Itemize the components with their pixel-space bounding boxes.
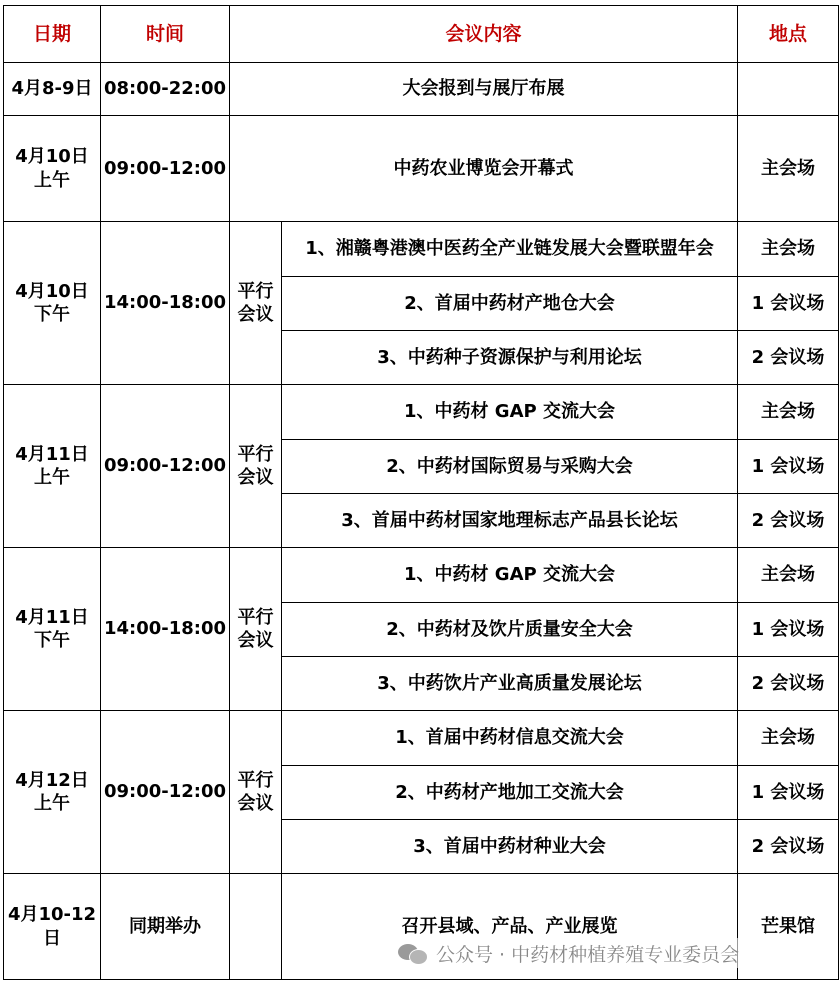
- row-date: [4, 874, 101, 980]
- group-type: [230, 385, 282, 548]
- header-date: 日期: [4, 6, 101, 63]
- row-venue: 芒果馆: [738, 874, 839, 980]
- group-date: [4, 385, 101, 548]
- date-period: 日: [43, 927, 61, 949]
- row-date: [4, 116, 101, 222]
- row-time: 08:00-22:00: [101, 63, 230, 116]
- group-date: [4, 548, 101, 711]
- date-line: 4月10日: [15, 280, 89, 302]
- group-time: 14:00-18:00: [101, 548, 230, 711]
- item-venue: 主会场: [738, 548, 839, 603]
- item-content: 1、湘赣粤港澳中医药全产业链发展大会暨联盟年会: [282, 222, 738, 277]
- group-time: 09:00-12:00: [101, 385, 230, 548]
- table-row: [4, 222, 839, 277]
- date-line: 4月12日: [15, 769, 89, 791]
- item-content: 3、首届中药材国家地理标志产品县长论坛: [282, 494, 738, 548]
- date-period: 下午: [34, 630, 70, 651]
- type-line: 平行: [237, 769, 274, 791]
- type-line: 会议: [237, 793, 274, 814]
- table-row: [4, 711, 839, 766]
- row-type-empty: [230, 874, 282, 980]
- item-venue: 主会场: [738, 385, 839, 440]
- group-time: 09:00-12:00: [101, 711, 230, 874]
- group-type: [230, 548, 282, 711]
- wechat-icon: [398, 942, 428, 964]
- date-period: 上午: [34, 793, 70, 814]
- group-date: [4, 711, 101, 874]
- schedule-table: [3, 5, 839, 980]
- table-row: [4, 385, 839, 440]
- item-venue: 1 会议场: [738, 277, 839, 331]
- row-time: 09:00-12:00: [101, 116, 230, 222]
- item-content: 3、中药饮片产业高质量发展论坛: [282, 657, 738, 711]
- group-type: [230, 222, 282, 385]
- row-venue: 主会场: [738, 116, 839, 222]
- item-content: 2、中药材国际贸易与采购大会: [282, 440, 738, 494]
- item-venue: 主会场: [738, 222, 839, 277]
- date-period: 上午: [34, 467, 70, 488]
- header-row: [4, 6, 839, 63]
- item-content: 1、中药材 GAP 交流大会: [282, 385, 738, 440]
- item-content: 1、首届中药材信息交流大会: [282, 711, 738, 766]
- group-time: 14:00-18:00: [101, 222, 230, 385]
- row-content: 召开县域、产品、产业展览: [282, 874, 738, 980]
- item-content: 2、中药材及饮片质量安全大会: [282, 603, 738, 657]
- date-line: 4月11日: [15, 606, 89, 628]
- item-venue: 主会场: [738, 711, 839, 766]
- type-line: 会议: [237, 304, 274, 325]
- item-venue: 2 会议场: [738, 331, 839, 385]
- item-venue: 1 会议场: [738, 603, 839, 657]
- table-row: [4, 63, 839, 116]
- item-content: 2、首届中药材产地仓大会: [282, 277, 738, 331]
- item-venue: 1 会议场: [738, 766, 839, 820]
- table-row: [4, 116, 839, 222]
- item-venue: 2 会议场: [738, 820, 839, 874]
- header-venue: 地点: [738, 6, 839, 63]
- row-date: 4月8-9日: [4, 63, 101, 116]
- type-line: 平行: [237, 606, 274, 628]
- group-type: [230, 711, 282, 874]
- table-row: [4, 548, 839, 603]
- header-content: 会议内容: [230, 6, 738, 63]
- watermark-text: 公众号 · 中药材种植养殖专业委员会: [436, 943, 740, 966]
- item-content: 3、中药种子资源保护与利用论坛: [282, 331, 738, 385]
- item-content: 3、首届中药材种业大会: [282, 820, 738, 874]
- date-line: 4月10-12: [7, 904, 97, 926]
- header-time: 时间: [101, 6, 230, 63]
- item-venue: 1 会议场: [738, 440, 839, 494]
- date-line: 4月11日: [15, 443, 89, 465]
- row-time: 同期举办: [101, 874, 230, 980]
- date-period: 上午: [34, 169, 70, 191]
- watermark: [398, 938, 739, 968]
- item-venue: 2 会议场: [738, 494, 839, 548]
- item-content: 2、中药材产地加工交流大会: [282, 766, 738, 820]
- group-date: [4, 222, 101, 385]
- type-line: 平行: [237, 280, 274, 302]
- type-line: 会议: [237, 630, 274, 651]
- date-line: 4月10日: [15, 146, 89, 168]
- row-content: 中药农业博览会开幕式: [230, 116, 738, 222]
- item-venue: 2 会议场: [738, 657, 839, 711]
- type-line: 平行: [237, 443, 274, 465]
- date-period: 下午: [34, 304, 70, 325]
- item-content: 1、中药材 GAP 交流大会: [282, 548, 738, 603]
- row-venue: [738, 63, 839, 116]
- row-content: 大会报到与展厅布展: [230, 63, 738, 116]
- type-line: 会议: [237, 467, 274, 488]
